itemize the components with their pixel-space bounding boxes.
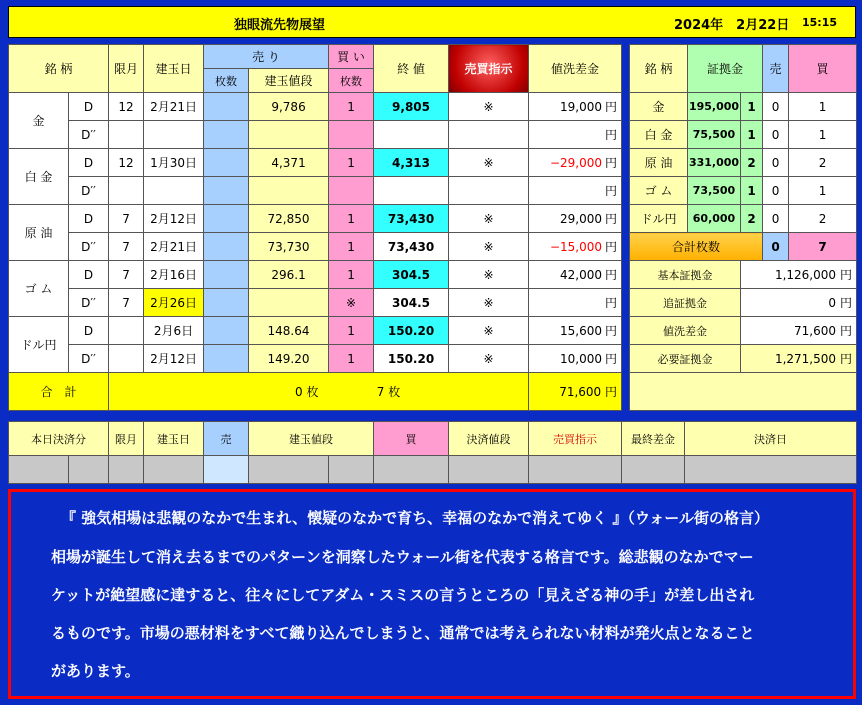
margin-symbol-cell: 原 油 (630, 149, 688, 177)
buy-count-cell[interactable]: 1 (329, 345, 374, 373)
settlement-cell[interactable] (144, 456, 204, 484)
margin-sell-cell: 0 (763, 121, 789, 149)
summary-value: 0 (828, 296, 837, 310)
instruction-mark-cell: ※ (449, 205, 529, 233)
summary-row (630, 261, 857, 289)
buy-count-cell[interactable]: 1 (329, 261, 374, 289)
header-month: 限月 (109, 45, 144, 93)
margin-amount-cell: 331,000 (688, 149, 741, 177)
margin-sell-cell: 0 (763, 177, 789, 205)
delivery-cell: D (69, 261, 109, 289)
settlement-header-4: 建玉値段 (249, 422, 374, 456)
symbol-cell: ゴ ム (9, 261, 69, 317)
margin-rate-cell: 1 (741, 93, 763, 121)
margin-sell-cell: 0 (763, 205, 789, 233)
header-close: 終 値 (374, 45, 449, 93)
header-date: 2024年 2月22日 (674, 18, 790, 33)
instruction-button[interactable]: 売買指示 (449, 45, 529, 93)
header-symbol: 銘 柄 (9, 45, 109, 93)
summary-label-cell: 基本証拠金 (630, 261, 741, 289)
month-cell: 7 (109, 289, 144, 317)
close-price-cell: 9,805 (374, 93, 449, 121)
settlement-cell[interactable] (622, 456, 685, 484)
margin-buy-cell: 1 (789, 93, 857, 121)
positions-table (8, 44, 622, 411)
diff-unit: 円 (605, 352, 618, 366)
total-diff-unit: 円 (605, 385, 618, 399)
margin-symbol-cell: 白 金 (630, 121, 688, 149)
settlement-cell[interactable] (9, 456, 69, 484)
open-price-cell: 149.20 (249, 345, 329, 373)
open-date-cell (144, 121, 204, 149)
summary-value: 1,271,500 (774, 352, 837, 366)
month-cell (109, 177, 144, 205)
instruction-mark-cell: ※ (449, 261, 529, 289)
margin-header-amount: 証拠金 (688, 45, 763, 93)
delivery-cell: D′′ (69, 289, 109, 317)
open-price-cell (249, 177, 329, 205)
delivery-cell: D′′ (69, 233, 109, 261)
month-cell: 12 (109, 149, 144, 177)
diff-cell (529, 149, 622, 177)
open-price-cell: 72,850 (249, 205, 329, 233)
close-price-cell: 73,430 (374, 205, 449, 233)
summary-unit: 円 (840, 324, 853, 338)
margin-table (629, 44, 857, 411)
settlement-header-9: 決済日 (685, 422, 857, 456)
open-price-cell: 73,730 (249, 233, 329, 261)
header-time: 15:15 (802, 16, 838, 29)
margin-row (630, 177, 857, 205)
margin-buy-cell: 1 (789, 121, 857, 149)
margin-symbol-cell: 金 (630, 93, 688, 121)
settlement-cell[interactable] (109, 456, 144, 484)
page-title: 独眼流先物展望 (234, 18, 326, 33)
open-date-cell: 2月16日 (144, 261, 204, 289)
symbol-cell: 白 金 (9, 149, 69, 205)
summary-value: 71,600 (794, 324, 837, 338)
open-date-cell: 1月30日 (144, 149, 204, 177)
month-cell: 12 (109, 93, 144, 121)
diff-cell (529, 93, 622, 121)
open-price-cell: 148.64 (249, 317, 329, 345)
sell-count-cell[interactable] (204, 289, 249, 317)
open-price-cell: 4,371 (249, 149, 329, 177)
diff-unit: 円 (605, 240, 618, 254)
month-cell (109, 121, 144, 149)
settlement-header-1: 限月 (109, 422, 144, 456)
month-cell (109, 317, 144, 345)
title-bar (8, 6, 856, 38)
summary-unit: 円 (840, 352, 853, 366)
header-sell-count: 枚数 (204, 69, 249, 93)
open-date-cell: 2月21日 (144, 93, 204, 121)
close-price-cell: 4,313 (374, 149, 449, 177)
open-date-cell (144, 177, 204, 205)
sell-count-cell[interactable] (204, 233, 249, 261)
message-line-3: るものです。市場の悪材料をすべて織り込んでしまうと、通常では考えられない材料が発火点となること (51, 624, 755, 642)
delivery-cell: D (69, 205, 109, 233)
total-sell-unit: 枚 (306, 385, 319, 399)
margin-header-sell: 売 (763, 45, 789, 93)
diff-unit: 円 (605, 100, 618, 114)
diff-cell (529, 345, 622, 373)
open-date-cell: 2月12日 (144, 205, 204, 233)
diff-cell (529, 233, 622, 261)
close-price-cell (374, 177, 449, 205)
settlement-table (8, 421, 857, 484)
diff-value: 29,000 (560, 212, 603, 226)
close-price-cell: 150.20 (374, 345, 449, 373)
header-open-price: 建玉値段 (249, 69, 329, 93)
delivery-cell: D (69, 149, 109, 177)
sell-count-cell[interactable] (204, 317, 249, 345)
message-line-1: 相場が誕生して消え去るまでのパターンを洞察したウォール街を代表する格言です。総悲観のなかでマー (51, 548, 754, 566)
symbol-cell: 金 (9, 93, 69, 149)
summary-label-cell: 必要証拠金 (630, 345, 741, 373)
header-sell: 売 り (204, 45, 329, 69)
diff-cell (529, 261, 622, 289)
margin-sell-cell: 0 (763, 93, 789, 121)
margin-symbol-cell: ドル円 (630, 205, 688, 233)
summary-value-cell (741, 261, 857, 289)
delivery-cell: D (69, 317, 109, 345)
diff-cell (529, 205, 622, 233)
close-price-cell: 150.20 (374, 317, 449, 345)
summary-value-cell (741, 289, 857, 317)
margin-row (630, 121, 857, 149)
margin-sell-cell: 0 (763, 149, 789, 177)
instruction-mark-cell: ※ (449, 289, 529, 317)
total-diff: 71,600 (559, 385, 602, 399)
symbol-cell: 原 油 (9, 205, 69, 261)
sell-count-cell[interactable] (204, 261, 249, 289)
settlement-cell[interactable] (69, 456, 109, 484)
month-cell (109, 345, 144, 373)
settlement-cell[interactable] (204, 456, 249, 484)
sell-count-cell[interactable] (204, 345, 249, 373)
margin-rate-cell: 2 (741, 205, 763, 233)
margin-row (630, 149, 857, 177)
header-buy-count: 枚数 (329, 69, 374, 93)
position-row (9, 177, 622, 205)
month-cell: 7 (109, 261, 144, 289)
position-row (9, 121, 622, 149)
instruction-mark-cell: ※ (449, 345, 529, 373)
header-buy: 買 い (329, 45, 374, 69)
diff-unit: 円 (605, 128, 618, 142)
open-price-cell: 296.1 (249, 261, 329, 289)
month-cell: 7 (109, 233, 144, 261)
summary-row (630, 289, 857, 317)
position-row (9, 233, 622, 261)
diff-value: 42,000 (560, 268, 603, 282)
settlement-cell[interactable] (685, 456, 857, 484)
total-count-buy: 7 (789, 233, 857, 261)
instruction-mark-cell: ※ (449, 233, 529, 261)
buy-count-cell[interactable]: 1 (329, 233, 374, 261)
margin-row (630, 205, 857, 233)
diff-cell (529, 121, 622, 149)
message-box (8, 489, 856, 699)
instruction-mark-cell (449, 121, 529, 149)
month-cell: 7 (109, 205, 144, 233)
position-row (9, 93, 622, 121)
margin-buy-cell: 2 (789, 149, 857, 177)
settlement-cell[interactable] (374, 456, 449, 484)
quote-text: 『 強気相場は悲観のなかで生まれ、懐疑のなかで育ち、幸福のなかで消えてゆく 』（ウォール街の格言） (61, 509, 769, 527)
header-open-date: 建玉日 (144, 45, 204, 93)
buy-count-cell[interactable]: 1 (329, 149, 374, 177)
total-sell-count: 0 (295, 385, 303, 399)
summary-unit: 円 (840, 268, 853, 282)
total-label: 合 計 (9, 373, 109, 411)
settlement-cell[interactable] (329, 456, 374, 484)
sell-count-cell[interactable] (204, 93, 249, 121)
close-price-cell (374, 121, 449, 149)
settlement-cell[interactable] (249, 456, 329, 484)
margin-amount-cell: 195,000 (688, 93, 741, 121)
sell-count-cell[interactable] (204, 205, 249, 233)
message-line-4: があります。 (51, 662, 140, 680)
diff-cell (529, 177, 622, 205)
margin-buy-cell: 2 (789, 205, 857, 233)
margin-amount-cell: 75,500 (688, 121, 741, 149)
buy-count-cell[interactable] (329, 121, 374, 149)
open-date-cell: 2月12日 (144, 345, 204, 373)
settlement-cell[interactable] (529, 456, 622, 484)
position-row (9, 289, 622, 317)
settlement-header-8: 最終差金 (622, 422, 685, 456)
margin-amount-cell: 60,000 (688, 205, 741, 233)
sell-count-cell[interactable] (204, 149, 249, 177)
settlement-header-0: 本日決済分 (9, 422, 109, 456)
buy-count-cell[interactable] (329, 177, 374, 205)
margin-buy-cell: 1 (789, 177, 857, 205)
open-price-cell (249, 121, 329, 149)
open-date-cell: 2月21日 (144, 233, 204, 261)
summary-row (630, 345, 857, 373)
margin-rate-cell: 1 (741, 177, 763, 205)
diff-cell (529, 289, 622, 317)
position-row (9, 149, 622, 177)
settlement-header-6: 決済値段 (449, 422, 529, 456)
diff-unit: 円 (605, 296, 618, 310)
settlement-cell[interactable] (449, 456, 529, 484)
diff-value: 19,000 (560, 100, 603, 114)
settlement-header-3: 売 (204, 422, 249, 456)
instruction-mark-cell (449, 177, 529, 205)
total-count-label: 合計枚数 (630, 233, 763, 261)
margin-rate-cell: 1 (741, 121, 763, 149)
position-row (9, 317, 622, 345)
diff-cell (529, 317, 622, 345)
buy-count-cell[interactable]: 1 (329, 205, 374, 233)
close-price-cell: 73,430 (374, 233, 449, 261)
summary-value-cell (741, 345, 857, 373)
diff-unit: 円 (605, 268, 618, 282)
close-price-cell: 304.5 (374, 261, 449, 289)
summary-value-cell (741, 317, 857, 345)
instruction-mark-cell: ※ (449, 317, 529, 345)
summary-row (630, 317, 857, 345)
buy-count-cell[interactable]: ※ (329, 289, 374, 317)
delivery-cell: D′′ (69, 177, 109, 205)
symbol-cell: ドル円 (9, 317, 69, 373)
total-count-sell: 0 (763, 233, 789, 261)
delivery-cell: D′′ (69, 345, 109, 373)
diff-value: 10,000 (560, 352, 603, 366)
delivery-cell: D′′ (69, 121, 109, 149)
settlement-header-2: 建玉日 (144, 422, 204, 456)
diff-value: −15,000 (549, 240, 603, 254)
diff-unit: 円 (605, 156, 618, 170)
sell-count-cell[interactable] (204, 121, 249, 149)
total-buy-unit: 枚 (388, 385, 401, 399)
message-line-2: ケットが絶望感に達すると、往々にしてアダム・スミスの言うところの「見えざる神の手」が差し出され (51, 586, 755, 604)
buy-count-cell[interactable]: 1 (329, 93, 374, 121)
margin-row (630, 93, 857, 121)
open-price-cell: 9,786 (249, 93, 329, 121)
summary-value: 1,126,000 (774, 268, 837, 282)
summary-label-cell: 追証拠金 (630, 289, 741, 317)
margin-amount-cell: 73,500 (688, 177, 741, 205)
sell-count-cell[interactable] (204, 177, 249, 205)
open-date-cell: 2月26日 (144, 289, 204, 317)
diff-value: −29,000 (549, 156, 603, 170)
settlement-header-7: 売買指示 (529, 422, 622, 456)
position-row (9, 261, 622, 289)
close-price-cell: 304.5 (374, 289, 449, 317)
buy-count-cell[interactable]: 1 (329, 317, 374, 345)
diff-unit: 円 (605, 212, 618, 226)
margin-symbol-cell: ゴ ム (630, 177, 688, 205)
total-buy-count: 7 (376, 385, 385, 399)
margin-header-symbol: 銘 柄 (630, 45, 688, 93)
margin-header-buy: 買 (789, 45, 857, 93)
position-row (9, 345, 622, 373)
total-row (9, 373, 622, 411)
diff-unit: 円 (605, 184, 618, 198)
open-date-cell: 2月6日 (144, 317, 204, 345)
diff-unit: 円 (605, 324, 618, 338)
margin-rate-cell: 2 (741, 149, 763, 177)
instruction-mark-cell: ※ (449, 93, 529, 121)
diff-value: 15,600 (560, 324, 603, 338)
summary-label-cell: 値洗差金 (630, 317, 741, 345)
summary-unit: 円 (840, 296, 853, 310)
instruction-mark-cell: ※ (449, 149, 529, 177)
settlement-header-5: 買 (374, 422, 449, 456)
open-price-cell (249, 289, 329, 317)
position-row (9, 205, 622, 233)
margin-blank-row (630, 373, 857, 411)
delivery-cell: D (69, 93, 109, 121)
header-diff: 値洗差金 (529, 45, 622, 93)
